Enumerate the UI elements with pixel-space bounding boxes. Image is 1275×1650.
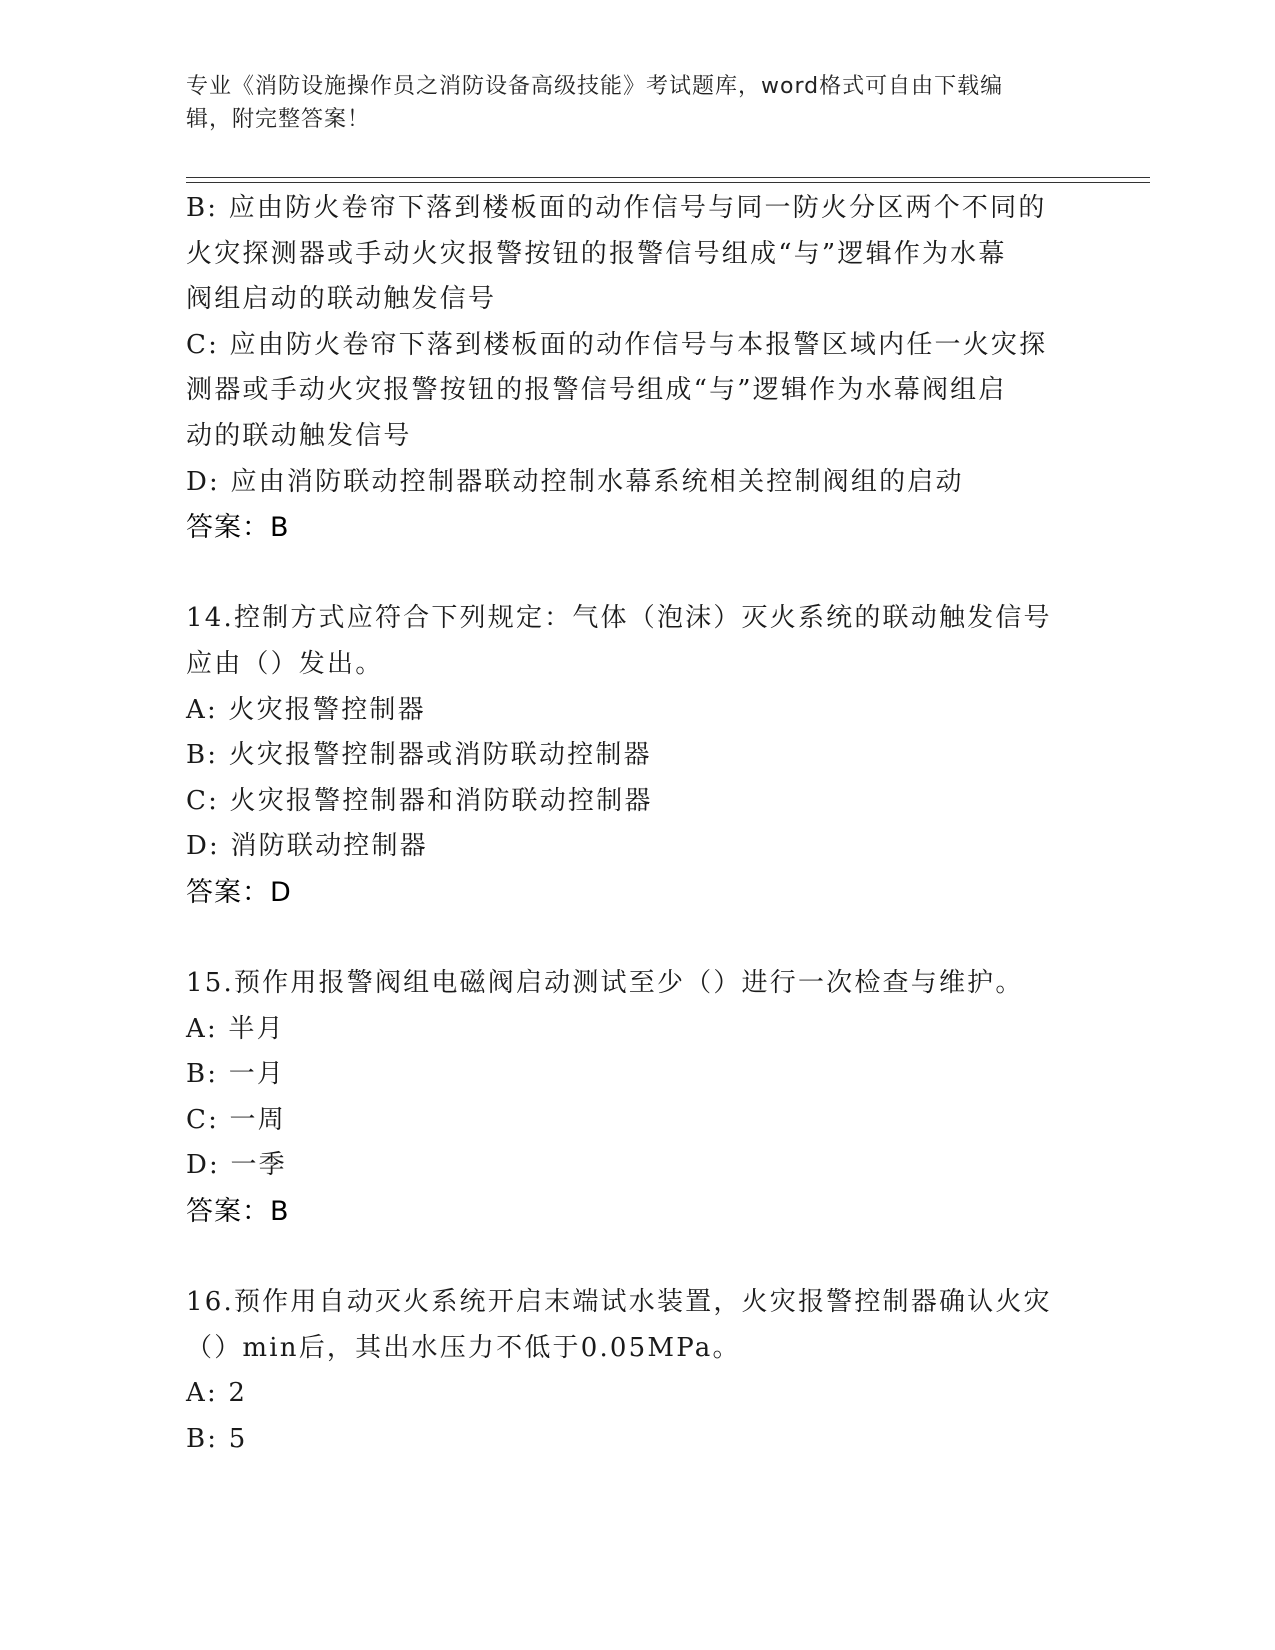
option-b-line-2: 火灾探测器或手动火灾报警按钮的报警信号组成“与”逻辑作为水幕: [186, 238, 1007, 269]
question-stem-line-2: （）min后，其出水压力不低于0.05MPa。: [186, 1332, 741, 1363]
question-stem-line-2: 应由（）发出。: [186, 648, 384, 679]
question-13-tail: [186, 186, 1086, 551]
option-b: B: 火灾报警控制器或消防联动控制器: [186, 740, 652, 771]
question-stem-line-1: 16.预作用自动灭火系统开启末端试水装置，火灾报警控制器确认火灾: [186, 1287, 1052, 1318]
option-c-line-1: C: 应由防火卷帘下落到楼板面的动作信号与本报警区域内任一火灾探: [186, 329, 1048, 360]
question-content: [186, 186, 1086, 1463]
question-16: [186, 1280, 1086, 1462]
spacer: [186, 551, 1086, 597]
option-b-line-1: B: 应由防火卷帘下落到楼板面的动作信号与同一防火分区两个不同的: [186, 193, 1047, 223]
header-line-2: 辑，附完整答案！: [186, 107, 371, 132]
spacer: [186, 916, 1086, 962]
option-d: D: 消防联动控制器: [186, 831, 428, 862]
option-c: C: 一周: [186, 1104, 286, 1135]
document-header: [186, 70, 1066, 136]
option-c: C: 火灾报警控制器和消防联动控制器: [186, 785, 653, 816]
option-d: D: 一季: [186, 1150, 287, 1181]
question-stem-line-1: 15.预作用报警阀组电磁阀启动测试至少（）进行一次检查与维护。: [186, 968, 1024, 999]
option-b: B: 一月: [186, 1059, 286, 1090]
question-15: [186, 961, 1086, 1235]
option-c-line-3: 动的联动触发信号: [186, 420, 412, 451]
option-a: A: 2: [186, 1378, 248, 1409]
option-b: B: 5: [186, 1424, 248, 1455]
answer: 答案：B: [186, 1196, 290, 1228]
option-a: A: 半月: [186, 1013, 285, 1044]
answer: 答案：D: [186, 876, 292, 908]
option-b-line-3: 阀组启动的联动触发信号: [186, 284, 497, 315]
question-stem-line-1: 14.控制方式应符合下列规定：气体（泡沫）灭火系统的联动触发信号: [186, 603, 1052, 634]
answer: 答案：B: [186, 512, 290, 544]
option-c-line-2: 测器或手动火灾报警按钮的报警信号组成“与”逻辑作为水幕阀组启: [186, 375, 1007, 406]
option-d: D: 应由消防联动控制器联动控制水幕系统相关控制阀组的启动: [186, 466, 964, 497]
option-a: A: 火灾报警控制器: [186, 694, 426, 725]
header-divider-bottom: [186, 182, 1150, 183]
header-divider-top: [186, 177, 1150, 178]
spacer: [186, 1235, 1086, 1281]
question-14: [186, 596, 1086, 915]
header-line-1: 专业《消防设施操作员之消防设备高级技能》考试题库，word格式可自由下载编: [186, 74, 1004, 99]
